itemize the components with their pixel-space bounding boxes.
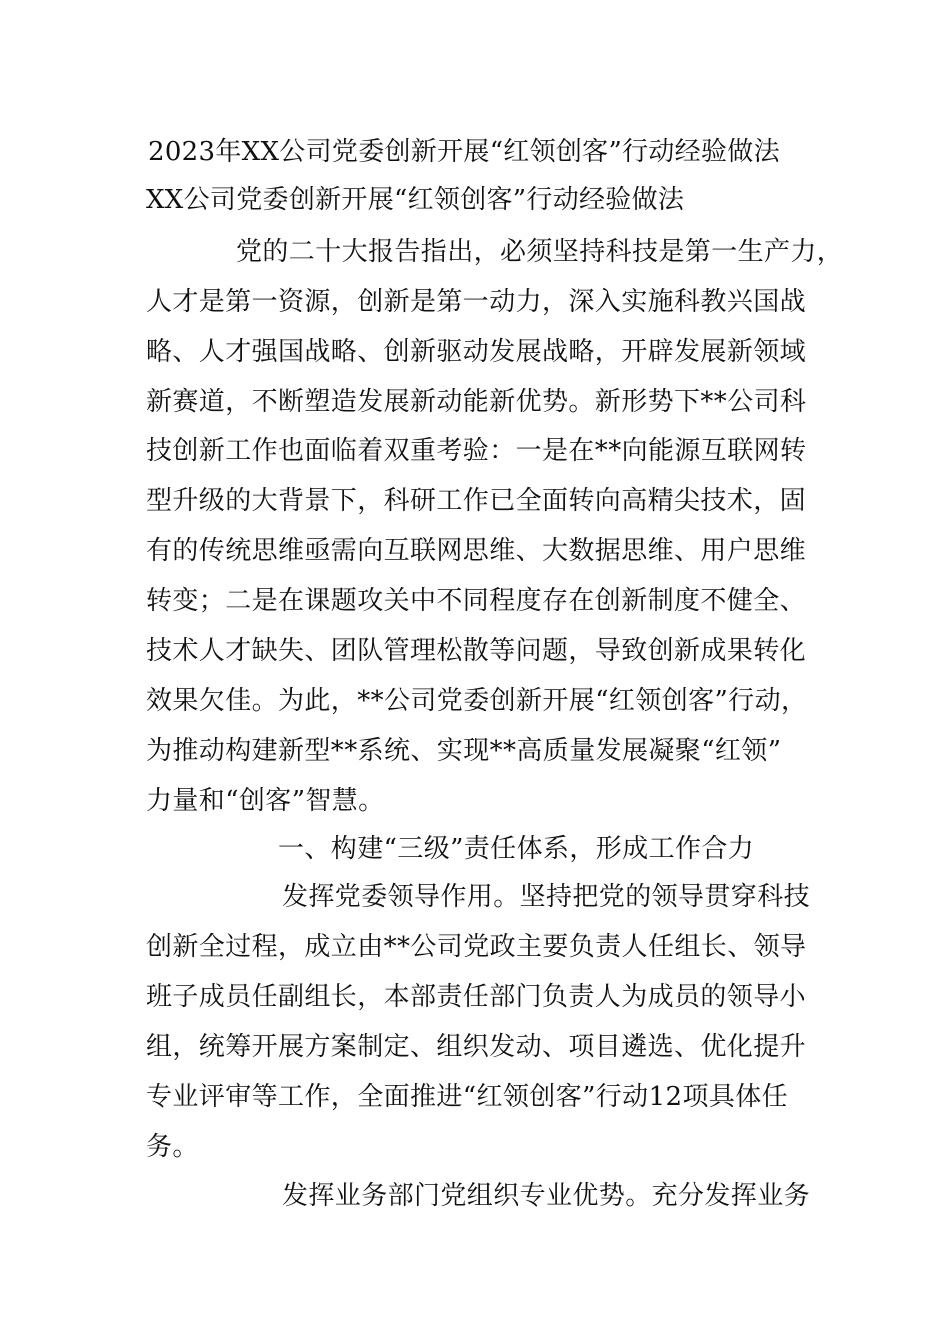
paragraph-1-line-9: 技术人才缺失、团队管理松散等问题，导致创新成果转化	[146, 636, 807, 666]
paragraph-2-line-1: 发挥党委领导作用。坚持把党的领导贯穿科技	[282, 882, 811, 912]
paragraph-2-line-4: 组，统筹开展方案制定、组织发动、项目遴选、优化提升	[146, 1032, 807, 1062]
paragraph-1-line-11: 为推动构建新型**系统、实现**高质量发展凝聚“红领”	[146, 736, 782, 766]
paragraph-1-line-10: 效果欠佳。为此，**公司党委创新开展“红领创客”行动，	[146, 686, 808, 716]
paragraph-1-line-7: 有的传统思维亟需向互联网思维、大数据思维、用户思维	[146, 536, 807, 566]
document-title: 2023年XX公司党委创新开展“红领创客”行动经验做法	[148, 137, 780, 167]
paragraph-1-line-3: 略、人才强国战略、创新驱动发展战略，开辟发展新领域	[146, 337, 807, 367]
paragraph-1-line-4: 新赛道，不断塑造发展新动能新优势。新形势下**公司科	[146, 387, 807, 417]
paragraph-1-line-2: 人才是第一资源，创新是第一动力，深入实施科教兴国战	[146, 287, 807, 317]
paragraph-1-line-12: 力量和“创客”智慧。	[146, 786, 385, 816]
paragraph-3-line-1: 发挥业务部门党组织专业优势。充分发挥业务	[282, 1181, 811, 1211]
paragraph-1-line-8: 转变；二是在课题攻关中不同程度存在创新制度不健全、	[146, 586, 807, 616]
document-subtitle: XX公司党委创新开展“红领创客”行动经验做法	[146, 185, 685, 215]
section-1-heading: 一、构建“三级”责任体系，形成工作合力	[278, 834, 755, 864]
paragraph-2-line-3: 班子成员任副组长，本部责任部门负责人为成员的领导小	[146, 982, 807, 1012]
paragraph-2-line-2: 创新全过程，成立由**公司党政主要负责人任组长、领导	[146, 932, 807, 962]
paragraph-1-line-1: 党的二十大报告指出，必须坚持科技是第一生产力，	[236, 237, 844, 267]
paragraph-1-line-6: 型升级的大背景下，科研工作已全面转向高精尖技术，固	[146, 486, 807, 516]
paragraph-2-line-6: 务。	[146, 1132, 199, 1162]
paragraph-2-line-5: 专业评审等工作，全面推进“红领创客”行动12项具体任	[146, 1082, 789, 1112]
paragraph-1-line-5: 技创新工作也面临着双重考验：一是在**向能源互联网转	[146, 436, 807, 466]
